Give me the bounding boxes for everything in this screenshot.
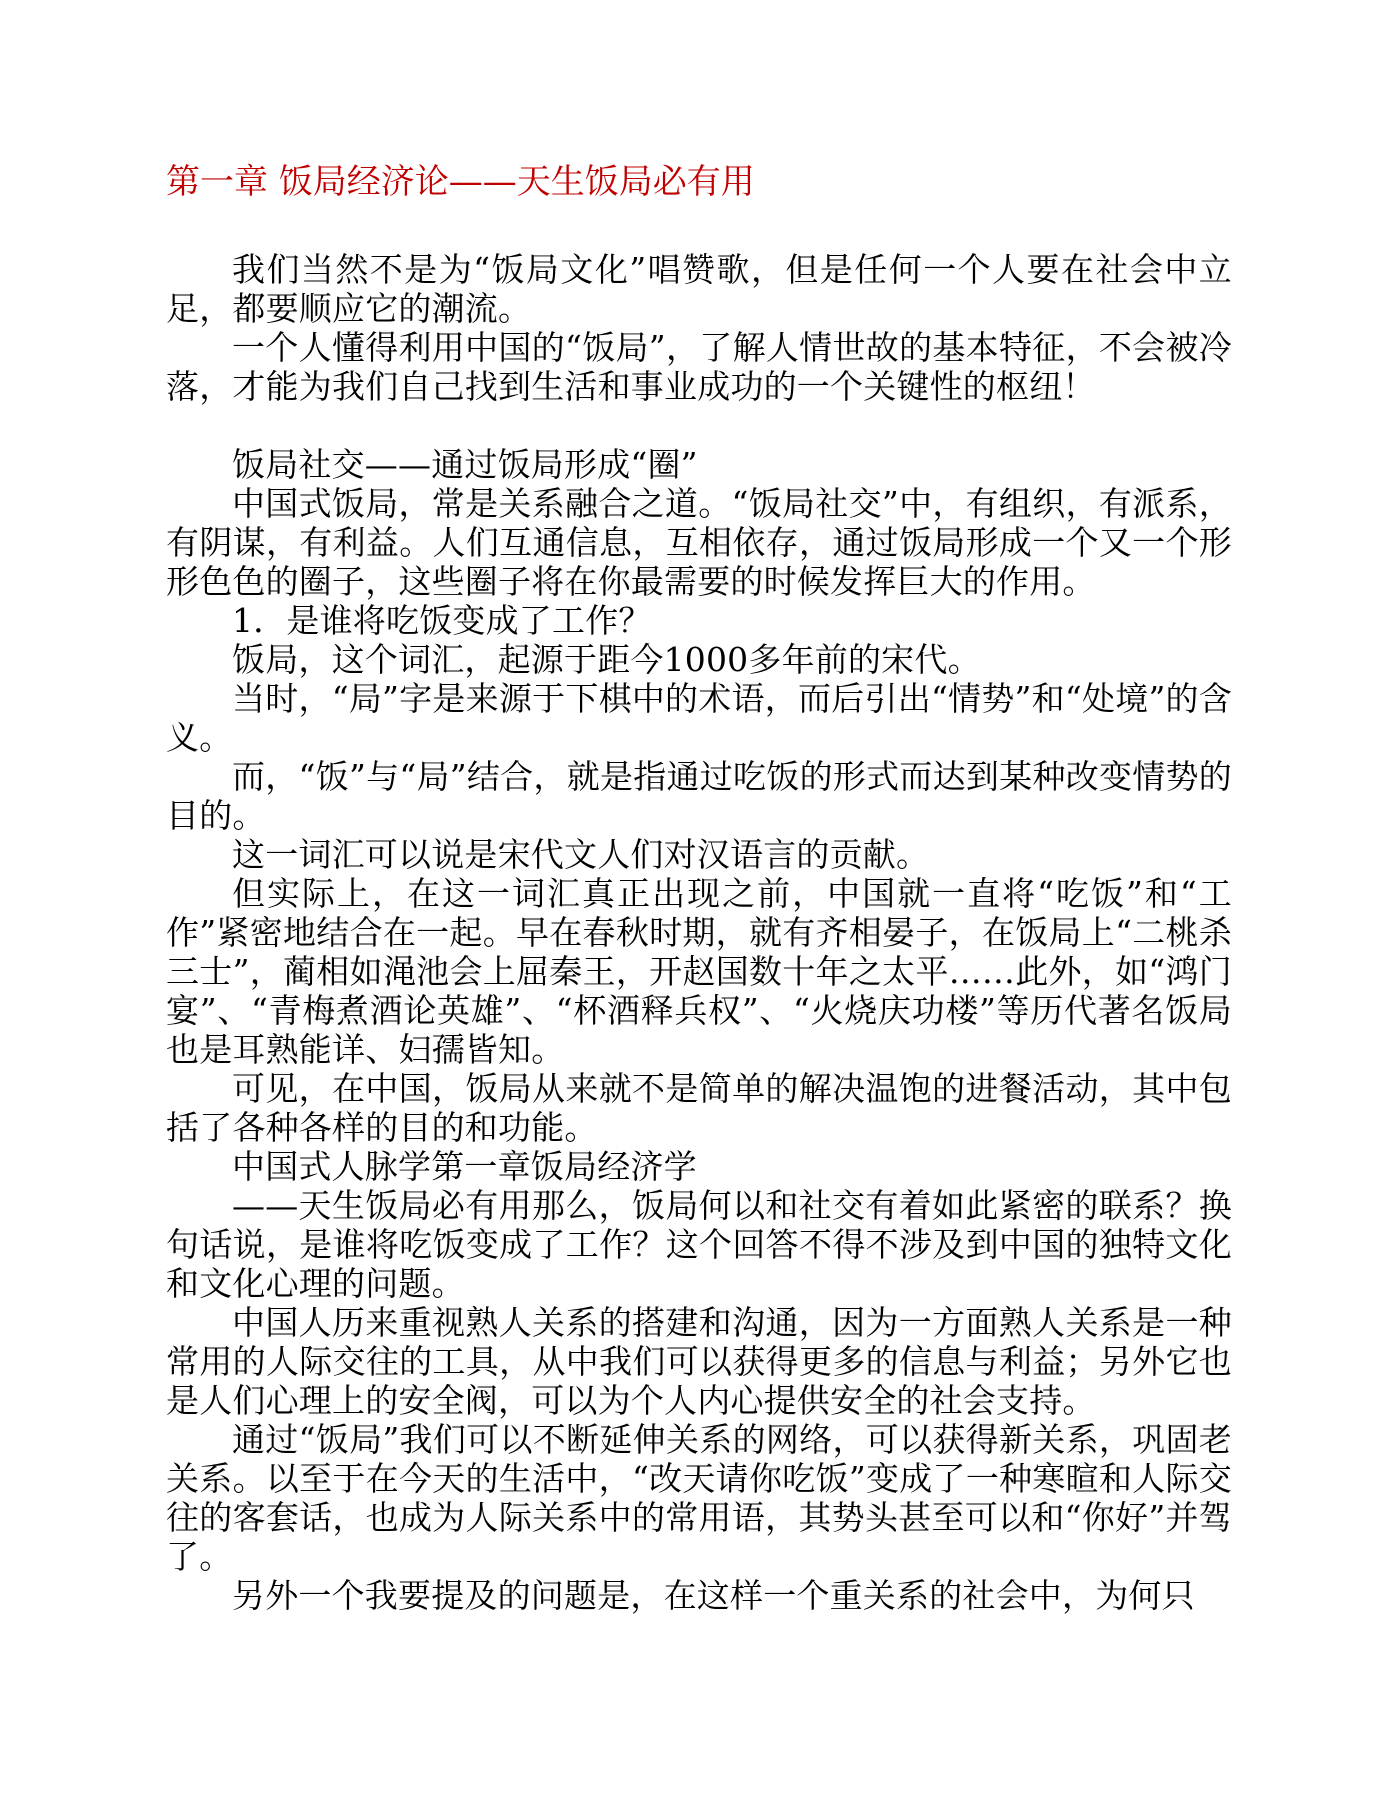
- page-content: [166, 158, 1232, 1615]
- chapter-title: 第一章 饭局经济论——天生饭局必有用: [166, 162, 755, 202]
- paragraph: ——天生饭局必有用那么，饭局何以和社交有着如此紧密的联系？换句话说，是谁将吃饭变成了工作？这个回答不得不涉及到中国的独特文化和文化心理的问题。: [166, 1186, 1232, 1303]
- paragraph: 这一词汇可以说是宋代文人们对汉语言的贡献。: [232, 835, 930, 874]
- paragraph-intro: 我们当然不是为“饭局文化”唱赞歌，但是任何一个人要在社会中立足，都要顺应它的潮流。: [166, 250, 1232, 328]
- section-spacer: [166, 406, 1232, 445]
- paragraph: 通过“饭局”我们可以不断延伸关系的网络，可以获得新关系，巩固老关系。以至于在今天的生活中，“改天请你吃饭”变成了一种寒暄和人际交往的客套话，也成为人际关系中的常用语，其势头甚至可以和“你好”并驾了。: [166, 1420, 1232, 1576]
- subheading: 1．是谁将吃饭变成了工作？: [232, 601, 652, 640]
- paragraph: 饭局，这个词汇，起源于距今1000多年前的宋代。: [232, 640, 981, 679]
- paragraph: 另外一个我要提及的问题是，在这样一个重关系的社会中，为何只: [232, 1576, 1195, 1615]
- running-heading: 中国式人脉学第一章饭局经济学: [232, 1147, 697, 1186]
- paragraph: 可见，在中国，饭局从来就不是简单的解决温饱的进餐活动，其中包括了各种各样的目的和功能。: [166, 1069, 1232, 1147]
- paragraph: 但实际上，在这一词汇真正出现之前，中国就一直将“吃饭”和“工作”紧密地结合在一起。早在春秋时期，就有齐相晏子，在饭局上“二桃杀三士”，蔺相如渑池会上屈秦王，开赵国数十年之太平……此外，如“鸿门宴”、“青梅煮酒论英雄”、“杯酒释兵权”、“火烧庆功楼”等历代著名饭局也是耳熟能详、妇孺皆知。: [166, 874, 1232, 1069]
- paragraph: 中国式饭局，常是关系融合之道。“饭局社交”中，有组织，有派系，有阴谋，有利益。人们互通信息，互相依存，通过饭局形成一个又一个形形色色的圈子，这些圈子将在你最需要的时候发挥巨大的作用。: [166, 484, 1232, 601]
- paragraph: 中国人历来重视熟人关系的搭建和沟通，因为一方面熟人关系是一种常用的人际交往的工具，从中我们可以获得更多的信息与利益；另外它也是人们心理上的安全阀，可以为个人内心提供安全的社会支持。: [166, 1303, 1232, 1420]
- paragraph: 当时，“局”字是来源于下棋中的术语，而后引出“情势”和“处境”的含义。: [166, 679, 1232, 757]
- section-heading: 饭局社交——通过饭局形成“圈”: [232, 445, 698, 484]
- paragraph: 而，“饭”与“局”结合，就是指通过吃饭的形式而达到某种改变情势的目的。: [166, 757, 1232, 835]
- paragraph-intro-2: 一个人懂得利用中国的“饭局”，了解人情世故的基本特征，不会被冷落，才能为我们自己找到生活和事业成功的一个关键性的枢纽！: [166, 328, 1232, 406]
